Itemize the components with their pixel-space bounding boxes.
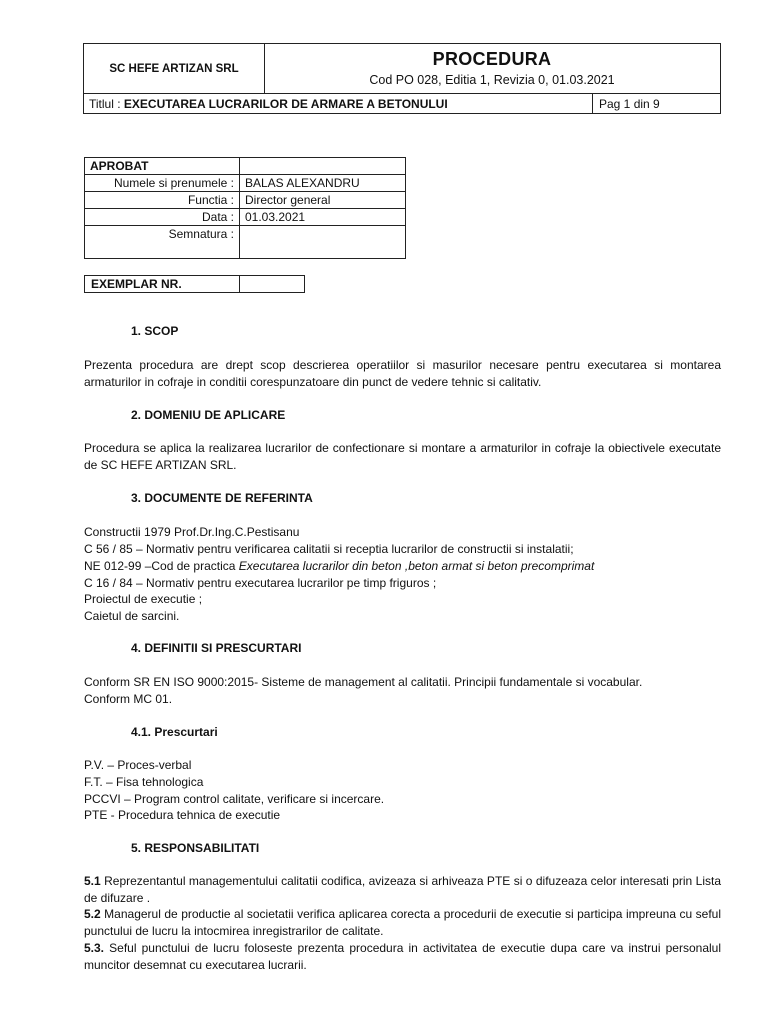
reference-text: Proiectul de executie ;: [84, 592, 203, 606]
approval-heading: APROBAT: [85, 158, 240, 175]
item-text: Managerul de productie al societatii verifica aplicarea corecta a procedurii de executie si participa impreuna cu seful punctului de lucru la intocmirea inregistrarilor de calitate.: [84, 907, 721, 938]
item-number: 5.1: [84, 874, 101, 888]
exemplar-table: [84, 275, 305, 293]
section-1-heading: 1. SCOP: [131, 324, 179, 338]
item-number: 5.2: [84, 907, 101, 921]
title-row: [84, 93, 720, 113]
reference-line: [84, 591, 202, 608]
reference-line: [84, 558, 594, 575]
signature-label: Semnatura :: [85, 226, 240, 259]
section-4-1-heading: 4.1. Prescurtari: [131, 725, 218, 739]
exemplar-label: EXEMPLAR NR.: [85, 276, 240, 293]
reference-line: [84, 608, 179, 625]
title-value: EXECUTAREA LUCRARILOR DE ARMARE A BETONULUI: [123, 97, 448, 111]
abbreviation-line: PTE - Procedura tehnica de executie: [84, 808, 281, 822]
date-label: Data :: [85, 209, 240, 226]
section-4-heading: 4. DEFINITII SI PRESCURTARI: [131, 641, 302, 655]
section-3-heading: 3. DOCUMENTE DE REFERINTA: [131, 491, 313, 505]
doc-code: Cod PO 028, Editia 1, Revizia 0, 01.03.2021: [369, 73, 615, 87]
section-1-text: Prezenta procedura are drept scop descrierea operatiilor si masurilor necesare pentru executarea si montarea armaturilor in cofraje in conditii corespunzatoare din punct de vedere tehnic si calitativ.: [84, 358, 721, 389]
reference-text: C 16 / 84 – Normativ pentru executarea lucrarilor pe timp friguros ;: [84, 576, 437, 590]
abbreviation-line: F.T. – Fisa tehnologica: [84, 775, 204, 789]
company-name: SC HEFE ARTIZAN SRL: [84, 44, 265, 93]
function-value: Director general: [240, 192, 406, 209]
reference-text: C 56 / 85 – Normativ pentru verificarea calitatii si receptia lucrarilor de constructii si instalatii;: [84, 542, 574, 556]
reference-text: NE 012-99 –Cod de practica: [84, 559, 239, 573]
section-5-heading: 5. RESPONSABILITATI: [131, 841, 260, 855]
abbreviation-line: P.V. – Proces-verbal: [84, 758, 192, 772]
procedure-block: [264, 44, 720, 93]
item-text: Reprezentantul managementului calitatii codifica, avizeaza si arhiveaza PTE si o difuzeaza celor interesati prin Lista de difuzare .: [84, 874, 721, 905]
abbreviation-line: PCCVI – Program control calitate, verificare si incercare.: [84, 792, 385, 806]
reference-line: [84, 541, 574, 558]
name-label: Numele si prenumele :: [85, 175, 240, 192]
responsibility-item: [84, 906, 721, 940]
name-value: BALAS ALEXANDRU: [240, 175, 406, 192]
reference-line: [84, 575, 436, 592]
reference-line: [84, 524, 299, 541]
reference-italic-text: Executarea lucrarilor din beton ,beton armat si beton precomprimat: [238, 559, 595, 573]
definition-line: Conform SR EN ISO 9000:2015- Sisteme de management al calitatii. Principii fundamentale si vocabular.: [84, 675, 643, 689]
function-label: Functia :: [85, 192, 240, 209]
title-label: Titlul :: [89, 97, 124, 111]
item-number: 5.3.: [84, 941, 105, 955]
item-text: Seful punctului de lucru foloseste prezenta procedura in activitatea de executie dupa care va instrui personalul muncitor desemnat cu executarea lucrarii.: [84, 941, 721, 972]
responsibility-item: [84, 873, 721, 907]
signature-value: [240, 226, 406, 259]
reference-text: Caietul de sarcini.: [84, 609, 180, 623]
approval-table: [84, 157, 406, 259]
definition-line: Conform MC 01.: [84, 692, 173, 706]
exemplar-value: [240, 276, 305, 293]
section-2-text: Procedura se aplica la realizarea lucrarilor de confectionare si montare a armaturilor in cofraje la obiectivele executate de SC HEFE ARTIZAN SRL.: [84, 441, 721, 472]
doc-title: [89, 97, 448, 111]
document-header: [83, 43, 721, 114]
doc-type: PROCEDURA: [432, 49, 552, 69]
reference-text: Constructii 1979 Prof.Dr.Ing.C.Pestisanu: [84, 525, 300, 539]
approval-heading-value: [240, 158, 406, 175]
section-2-heading: 2. DOMENIU DE APLICARE: [131, 408, 286, 422]
page-number: Pag 1 din 9: [592, 94, 720, 113]
date-value: 01.03.2021: [240, 209, 406, 226]
responsibility-item: [84, 940, 721, 974]
